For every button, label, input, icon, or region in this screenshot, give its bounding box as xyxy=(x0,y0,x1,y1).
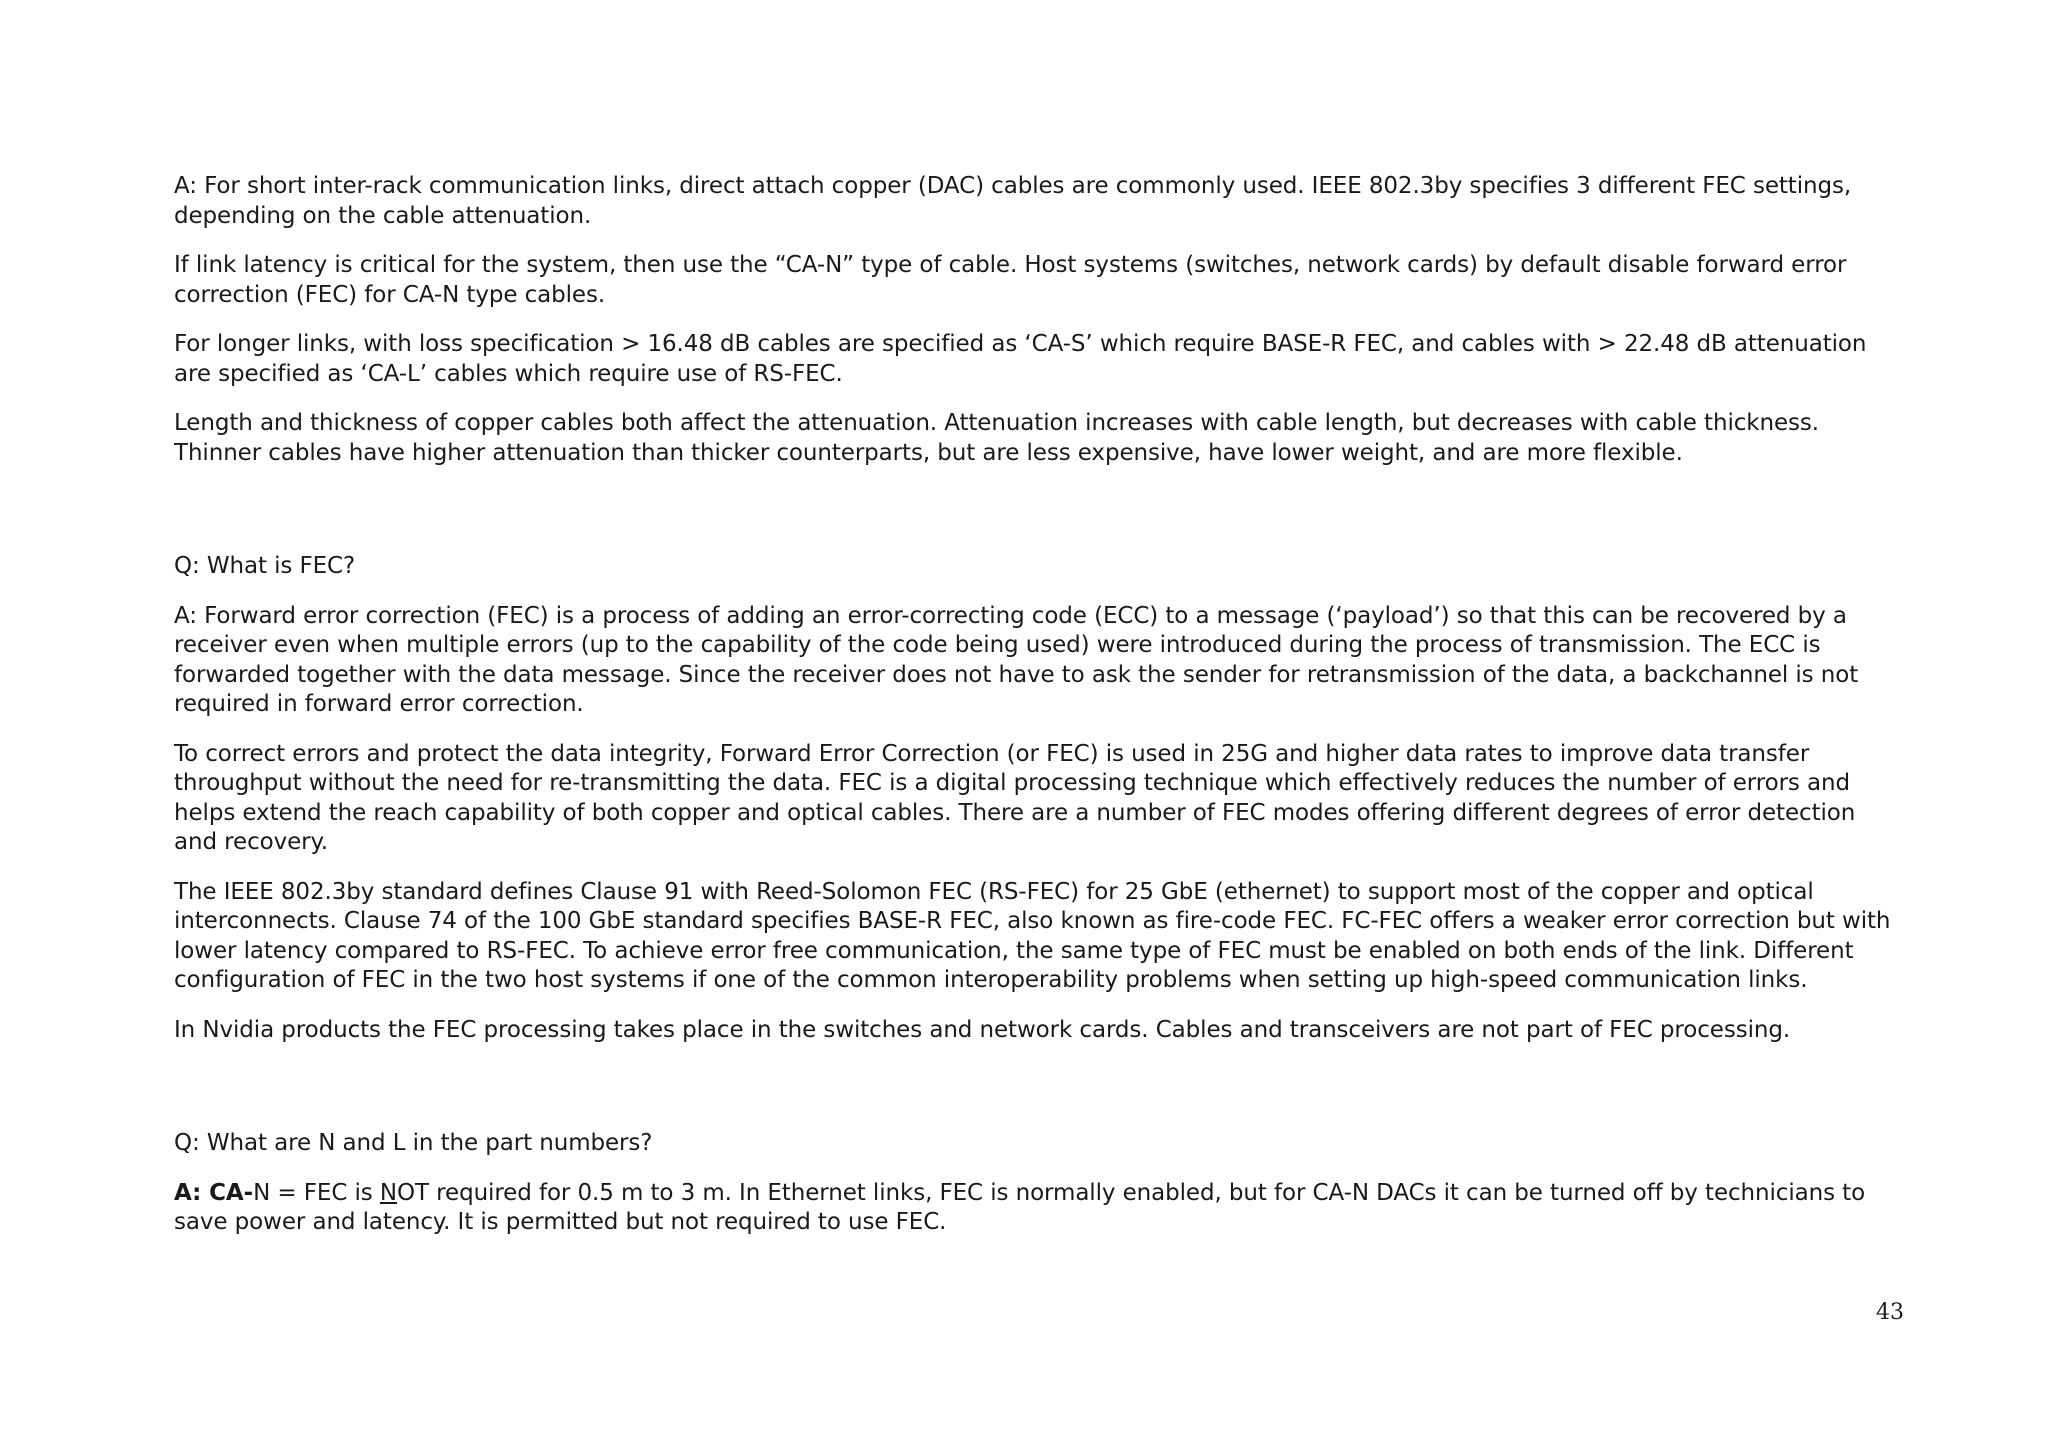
paragraph-fec-standards: The IEEE 802.3by standard defines Clause 91 with Reed-Solomon FEC (RS-FEC) for 25 GbE (ethernet) to support most of the copper and optical interconnects. Clause 74 of the 100 GbE standard specifies BASE-R FEC, also known as fire-code FEC. FC-FEC offers a weaker error correction but with lower latency compared to RS-FEC. To achieve error free communication, the same type of FEC must be enabled on both ends of the link. Different configuration of FEC in the two host systems if one of the common interoperability problems when setting up high-speed communication links. xyxy=(174,878,1891,993)
answer-n-and-l xyxy=(174,1179,1894,1238)
question-what-is-fec: Q: What is FEC? xyxy=(174,553,356,579)
answer-bold-prefix: A: CA- xyxy=(174,1179,254,1206)
section-gap xyxy=(174,1065,1894,1129)
page-content xyxy=(174,172,1894,1258)
paragraph-ca-s-ca-l: For longer links, with loss specification > 16.48 dB cables are specified as ‘CA-S’ which require BASE-R FEC, and cables with > 22.48 dB attenuation are specified as ‘CA-L’ cables which require use of RS-FEC. xyxy=(174,331,1867,387)
answer-text-part1: N = FEC is xyxy=(253,1179,380,1206)
paragraph-attenuation: Length and thickness of copper cables both affect the attenuation. Attenuation increases with cable length, but decreases with cable thickness. Thinner cables have higher attenuation than thicker counterparts, but are less expensive, have lower weight, and are more flexible. xyxy=(174,410,1820,466)
page-number: 43 xyxy=(1876,1300,1904,1325)
paragraph-dac-intro: A: For short inter-rack communication links, direct attach copper (DAC) cables are commonly used. IEEE 802.3by specifies 3 different FEC settings, depending on the cable attenuation. xyxy=(174,173,1852,229)
answer-text-part2: OT required for 0.5 m to 3 m. In Ethernet links, FEC is normally enabled, but for CA-N DACs it can be turned off by technicians to save power and latency. It is permitted but not required to use FEC. xyxy=(174,1179,1866,1235)
paragraph-nvidia-fec: In Nvidia products the FEC processing takes place in the switches and network cards. Cables and transceivers are not part of FEC processing. xyxy=(174,1016,1791,1043)
question-n-and-l: Q: What are N and L in the part numbers? xyxy=(174,1130,653,1156)
paragraph-fec-purpose: To correct errors and protect the data integrity, Forward Error Correction (or FEC) is used in 25G and higher data rates to improve data transfer throughput without the need for re-transmitting the data. FEC is a digital processing technique which effectively reduces the number of errors and helps extend the reach capability of both copper and optical cables. There are a number of FEC modes offering different degrees of error detection and recovery. xyxy=(174,740,1856,855)
section-gap xyxy=(174,488,1894,552)
answer-underlined-letter: N xyxy=(379,1179,397,1206)
paragraph-fec-definition: A: Forward error correction (FEC) is a process of adding an error-correcting code (ECC) to a message (‘payload’) so that this can be recovered by a receiver even when multiple errors (up to the capability of the code being used) were introduced during the process of transmission. The ECC is forwarded together with the data message. Since the receiver does not have to ask the sender for retransmission of the data, a backchannel is not required in forward error correction. xyxy=(174,602,1859,717)
paragraph-ca-n: If link latency is critical for the system, then use the “CA-N” type of cable. Host systems (switches, network cards) by default disable forward error correction (FEC) for CA-N type cables. xyxy=(174,252,1847,308)
